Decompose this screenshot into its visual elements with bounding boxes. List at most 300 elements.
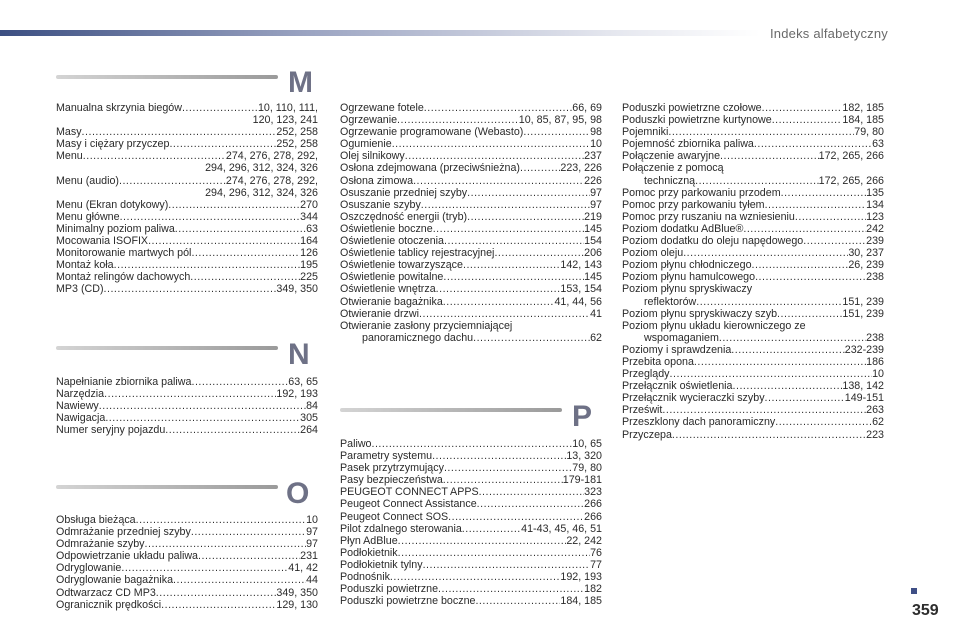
index-entry: [340, 308, 602, 320]
entry-term: Otwieranie bagażnika: [340, 295, 443, 308]
entry-term: Poziomy i sprawdzenia: [622, 343, 732, 356]
index-entry: [340, 583, 602, 595]
entry-pages: 123: [866, 210, 884, 223]
entry-term: Odtwarzacz CD MP3: [56, 586, 156, 599]
leader-dots: [83, 150, 226, 162]
entry-term: Połączenie z pomocą: [622, 162, 724, 175]
index-entry: [340, 150, 602, 162]
leader-dots: [105, 412, 300, 424]
index-entry: [340, 462, 602, 474]
index-list-o-continued: [340, 102, 602, 344]
entry-pages: 223: [866, 428, 884, 441]
index-entry: [56, 271, 318, 283]
leader-dots: [99, 400, 306, 412]
entry-pages: 134: [866, 198, 884, 211]
entry-pages: 225: [300, 271, 318, 284]
leader-dots: [182, 102, 258, 114]
leader-dots: [777, 308, 842, 320]
leader-dots: [694, 356, 866, 368]
leader-dots: [743, 223, 866, 235]
entry-term: Przełącznik oświetlenia: [622, 380, 733, 393]
leader-dots: [473, 332, 590, 344]
entry-term: Odpowietrzanie układu paliwa: [56, 550, 198, 563]
leader-dots: [670, 368, 873, 380]
entry-pages: 145: [584, 271, 602, 284]
entry-pages: 97: [590, 198, 602, 211]
leader-dots: [397, 114, 519, 126]
index-entry: [340, 247, 602, 259]
section-divider-p: [340, 408, 562, 412]
leader-dots: [405, 150, 584, 162]
index-entry: [56, 376, 318, 388]
entry-pages: 153, 154: [560, 283, 602, 296]
entry-term: Przeszklony dach panoramiczny: [622, 416, 776, 429]
entry-term: Obsługa bieżąca: [56, 514, 136, 526]
entry-term: Menu (Ekran dotykowy): [56, 198, 169, 211]
entry-term: Paliwo: [340, 438, 372, 450]
entry-term: Podłokietnik tylny: [340, 558, 423, 571]
leader-dots: [444, 235, 584, 247]
index-entry: [622, 247, 884, 259]
entry-term: Manualna skrzynia biegów: [56, 102, 182, 114]
leader-dots: [443, 296, 555, 308]
leader-dots: [191, 247, 300, 259]
entry-pages: 266: [584, 498, 602, 511]
leader-dots: [432, 450, 566, 462]
index-entry: [56, 259, 318, 271]
index-list-m: [56, 102, 318, 296]
index-entry: [622, 102, 884, 114]
leader-dots: [423, 559, 591, 571]
index-entry: [56, 424, 318, 436]
leader-dots: [781, 187, 867, 199]
index-entry: [340, 271, 602, 283]
leader-dots: [436, 283, 561, 295]
entry-pages: 97: [306, 526, 318, 539]
index-entry: [56, 574, 318, 586]
entry-pages: 10: [872, 368, 884, 381]
entry-term: Podnośnik: [340, 571, 390, 584]
entry-term: Oświetlenie wnętrza: [340, 283, 436, 296]
index-entry: [56, 138, 318, 150]
entry-pages: 231: [300, 550, 318, 563]
entry-pages: 238: [866, 331, 884, 344]
leader-dots: [695, 175, 819, 187]
entry-pages: 252, 258: [276, 138, 318, 151]
leader-dots: [662, 404, 866, 416]
entry-pages: 182: [584, 583, 602, 596]
entry-pages: 179-181: [562, 474, 602, 487]
entry-term: Masy: [56, 126, 82, 139]
index-entry: [340, 332, 602, 344]
entry-term: Oświetlenie powitalne: [340, 271, 444, 284]
entry-term: Przyczepa: [622, 428, 672, 441]
leader-dots: [114, 259, 301, 271]
entry-term: Pasek przytrzymujący: [340, 462, 444, 475]
leader-dots: [803, 235, 866, 247]
entry-term: Oświetlenie tablicy rejestracyjnej: [340, 247, 495, 260]
leader-dots: [390, 571, 560, 583]
entry-pages: 62: [590, 331, 602, 344]
leader-dots: [795, 211, 866, 223]
leader-dots: [752, 259, 849, 271]
entry-pages: 242: [866, 222, 884, 235]
index-list-p: [340, 438, 602, 607]
entry-pages-continued: 294, 296, 312, 324, 326: [205, 162, 318, 175]
index-entry: [340, 211, 602, 223]
index-entry: [622, 199, 884, 211]
section-letter-p: P: [572, 400, 593, 433]
entry-pages: 274, 276, 278, 292,: [225, 174, 318, 187]
entry-term: Montaż koła: [56, 259, 114, 272]
index-entry: [56, 247, 318, 259]
index-entry: [340, 187, 602, 199]
entry-pages: 30, 237: [848, 247, 884, 260]
entry-term: Poziom płynu hamulcowego: [622, 271, 756, 284]
entry-term: Pomoc przy parkowaniu tyłem: [622, 198, 765, 211]
leader-dots: [168, 199, 300, 211]
index-entry: [340, 474, 602, 486]
entry-pages: 63: [306, 222, 318, 235]
index-entry: [340, 283, 602, 295]
entry-pages: 344: [300, 210, 318, 223]
index-entry: [340, 511, 602, 523]
leader-dots: [775, 416, 872, 428]
leader-dots: [136, 514, 306, 526]
index-entry: [622, 235, 884, 247]
leader-dots: [161, 599, 276, 611]
entry-pages: 135: [866, 186, 884, 199]
leader-dots: [198, 550, 300, 562]
index-entry: [622, 211, 884, 223]
entry-pages: 206: [584, 247, 602, 260]
leader-dots: [82, 126, 277, 138]
entry-pages: 323: [584, 486, 602, 499]
entry-term: Narzędzia: [56, 388, 105, 401]
leader-dots: [121, 562, 288, 574]
entry-term: Menu główne: [56, 210, 120, 223]
entry-pages: 44: [306, 574, 318, 587]
leader-dots: [765, 199, 867, 211]
index-entry: [56, 538, 318, 550]
leader-dots: [683, 247, 848, 259]
leader-dots: [165, 424, 300, 436]
entry-term: Monitorowanie martwych pól: [56, 247, 192, 260]
entry-pages: 79, 80: [572, 462, 602, 475]
entry-term: Poziom płynu układu kierowniczego ze: [622, 319, 806, 332]
leader-dots: [720, 150, 819, 162]
entry-pages: 182, 185: [842, 102, 884, 114]
entry-pages: 84: [306, 400, 318, 413]
entry-term: Płyn AdBlue: [340, 534, 398, 547]
entry-term: Napełnianie zbiornika paliwa: [56, 376, 192, 388]
entry-pages: 186: [866, 355, 884, 368]
entry-pages: 252, 258: [276, 126, 318, 139]
entry-term: Poziom płynu spryskiwaczy szyb: [622, 307, 778, 320]
entry-term: Pomoc przy parkowaniu przodem: [622, 186, 781, 199]
entry-pages: 151, 239: [842, 307, 884, 320]
entry-term: reflektorów: [644, 295, 697, 308]
index-entry: [340, 523, 602, 535]
leader-dots: [719, 332, 866, 344]
entry-term: Nawiewy: [56, 400, 99, 413]
entry-pages: 264: [300, 424, 318, 437]
index-entry: [622, 416, 884, 428]
entry-pages: 129, 130: [276, 598, 318, 611]
entry-term: Pojemność zbiornika paliwa: [622, 138, 754, 151]
index-entry: [340, 296, 602, 308]
leader-dots: [145, 538, 307, 550]
leader-dots: [467, 211, 584, 223]
entry-term: Otwieranie zasłony przyciemniającej: [340, 319, 513, 332]
entry-pages: 145: [584, 222, 602, 235]
entry-pages: 263: [866, 404, 884, 417]
entry-term: wspomaganiem: [644, 331, 719, 344]
leader-dots: [520, 162, 560, 174]
entry-term: Poziom oleju: [622, 247, 684, 260]
page-number: 359: [912, 602, 939, 619]
leader-dots: [173, 574, 306, 586]
leader-dots: [148, 235, 300, 247]
section-letter-o: O: [286, 477, 310, 510]
page-marker-square: [911, 588, 917, 594]
index-entry: [622, 223, 884, 235]
index-entry: [56, 199, 318, 211]
entry-term: Minimalny poziom paliwa: [56, 222, 175, 235]
leader-dots: [190, 271, 300, 283]
index-entry: [340, 235, 602, 247]
leader-dots: [467, 187, 590, 199]
leader-dots: [424, 102, 573, 114]
entry-pages: 77: [590, 558, 602, 571]
entry-term: Menu: [56, 150, 83, 163]
entry-pages: 149-151: [844, 392, 884, 405]
index-entry: [622, 429, 884, 441]
leader-dots: [475, 595, 560, 607]
entry-pages: 126: [300, 247, 318, 260]
entry-term: Peugeot Connect Assistance: [340, 498, 477, 511]
index-entry: [340, 162, 602, 174]
leader-dots: [398, 547, 590, 559]
entry-pages: 41-43, 45, 46, 51: [521, 522, 602, 535]
leader-dots: [494, 247, 584, 259]
entry-pages: 266: [584, 510, 602, 523]
entry-pages: 13, 320: [566, 450, 602, 463]
index-entry: [56, 400, 318, 412]
index-entry: [56, 587, 318, 599]
index-entry: [622, 126, 884, 138]
index-entry: [622, 332, 884, 344]
leader-dots: [421, 199, 590, 211]
entry-term: Poziom płynu chłodniczego: [622, 259, 752, 272]
leader-dots: [438, 583, 584, 595]
entry-term: Osuszanie szyby: [340, 198, 421, 211]
index-entry: [56, 283, 318, 295]
entry-pages: 41, 44, 56: [554, 295, 602, 308]
index-entry: [56, 223, 318, 235]
entry-pages: 98: [590, 126, 602, 139]
entry-term: Osłona zdejmowana (przeciwśnieżna): [340, 162, 520, 175]
entry-pages: 10: [306, 514, 318, 526]
entry-term: Oświetlenie otoczenia: [340, 235, 444, 248]
page-header-title: Indeks alfabetyczny: [770, 26, 888, 41]
leader-dots: [398, 535, 567, 547]
leader-dots: [169, 138, 276, 150]
section-divider-m: [56, 75, 278, 79]
entry-pages: 41, 42: [288, 562, 318, 575]
index-entry: [622, 187, 884, 199]
index-entry: [622, 368, 884, 380]
entry-term: Poduszki powietrzne boczne: [340, 595, 476, 608]
entry-term: Ogumienie: [340, 138, 392, 151]
leader-dots: [731, 344, 844, 356]
entry-pages: 142, 143: [560, 259, 602, 272]
index-entry: [340, 450, 602, 462]
entry-term: MP3 (CD): [56, 283, 104, 296]
entry-pages: 63, 65: [288, 376, 318, 388]
entry-term: Przełącznik wycieraczki szyby: [622, 392, 765, 405]
index-entry: [340, 223, 602, 235]
entry-pages: 10, 85, 87, 95, 98: [518, 114, 602, 127]
entry-term: Menu (audio): [56, 174, 119, 187]
entry-term: Poziom dodatku do oleju napędowego: [622, 235, 804, 248]
entry-term: Numer seryjny pojazdu: [56, 424, 166, 437]
leader-dots: [755, 271, 866, 283]
entry-term: Odryglowanie: [56, 562, 122, 575]
entry-pages: 349, 350: [276, 586, 318, 599]
entry-term: Poziom płynu spryskiwaczy: [622, 283, 753, 296]
leader-dots: [191, 376, 288, 388]
index-entry: [340, 559, 602, 571]
index-entry: [622, 138, 884, 150]
index-entry: [340, 438, 602, 450]
index-entry: [56, 150, 318, 162]
index-entry: [56, 175, 318, 187]
entry-pages: 22, 242: [566, 534, 602, 547]
entry-pages: 349, 350: [276, 283, 318, 296]
leader-dots: [672, 429, 866, 441]
entry-term: Pomoc przy ruszaniu na wzniesieniu: [622, 210, 795, 223]
entry-term: panoramicznego dachu: [362, 331, 474, 344]
entry-term: Masy i ciężary przyczep: [56, 138, 170, 151]
entry-pages-continued: 120, 123, 241: [252, 114, 318, 127]
entry-pages: 66, 69: [572, 102, 602, 114]
index-entry: [56, 599, 318, 611]
entry-pages: 237: [584, 150, 602, 163]
leader-dots: [104, 283, 277, 295]
leader-dots: [419, 308, 590, 320]
entry-term: Peugeot Connect SOS: [340, 510, 449, 523]
leader-dots: [443, 474, 563, 486]
entry-pages: 274, 276, 278, 292,: [225, 150, 318, 163]
index-entry: [56, 562, 318, 574]
entry-term: Poziom dodatku AdBlue®: [622, 222, 744, 235]
entry-pages: 97: [590, 186, 602, 199]
leader-dots: [477, 498, 585, 510]
index-entry: [340, 138, 602, 150]
entry-term: Odryglowanie bagażnika: [56, 574, 174, 587]
index-entry: [622, 380, 884, 392]
index-entry: [56, 211, 318, 223]
entry-term: Poduszki powietrzne: [340, 583, 439, 596]
leader-dots: [433, 223, 584, 235]
index-entry: [340, 486, 602, 498]
leader-dots: [754, 138, 872, 150]
index-entry: [340, 259, 602, 271]
leader-dots: [462, 523, 521, 535]
index-entry: [56, 526, 318, 538]
entry-pages: 138, 142: [842, 380, 884, 393]
entry-term: Parametry systemu: [340, 450, 433, 463]
leader-dots: [119, 175, 226, 187]
entry-pages: 184, 185: [560, 595, 602, 608]
index-entry: [56, 412, 318, 424]
leader-dots: [772, 114, 843, 126]
entry-pages: 76: [590, 546, 602, 559]
entry-term: Odmrażanie szyby: [56, 538, 145, 551]
index-entry: [340, 175, 602, 187]
entry-term: Poduszki powietrzne czołowe: [622, 102, 762, 114]
leader-dots: [444, 462, 572, 474]
entry-pages: 172, 265, 266: [818, 174, 884, 187]
index-entry: [340, 320, 602, 332]
index-entry: [340, 498, 602, 510]
entry-term: Otwieranie drzwi: [340, 307, 419, 320]
index-entry: [622, 296, 884, 308]
index-entry: [622, 283, 884, 295]
leader-dots: [668, 126, 854, 138]
entry-pages: 79, 80: [854, 126, 884, 139]
index-entry: [340, 535, 602, 547]
leader-dots: [733, 380, 843, 392]
entry-pages: 10, 110, 111,: [257, 102, 318, 114]
leader-dots: [104, 388, 276, 400]
entry-term: Ogranicznik prędkości: [56, 598, 162, 611]
leader-dots: [120, 211, 301, 223]
entry-term: Olej silnikowy: [340, 150, 405, 163]
entry-pages: 10: [590, 138, 602, 151]
index-entry: [56, 388, 318, 400]
entry-pages: 41: [590, 307, 602, 320]
index-entry: [622, 344, 884, 356]
entry-term: Prześwit: [622, 404, 663, 417]
leader-dots: [156, 587, 277, 599]
leader-dots: [696, 296, 842, 308]
index-entry: [340, 571, 602, 583]
leader-dots: [392, 138, 590, 150]
entry-pages: 238: [866, 271, 884, 284]
section-letter-n: N: [288, 338, 310, 371]
header-stripe: [0, 30, 760, 36]
entry-pages: 270: [300, 198, 318, 211]
index-entry: [622, 150, 884, 162]
entry-term: Przebita opona: [622, 355, 694, 368]
leader-dots: [448, 511, 584, 523]
leader-dots: [463, 259, 560, 271]
entry-term: Nawigacja: [56, 412, 106, 425]
index-entry: [622, 404, 884, 416]
index-entry: [622, 320, 884, 332]
index-entry: [340, 595, 602, 607]
section-divider-n: [56, 346, 278, 350]
entry-pages: 219: [584, 210, 602, 223]
entry-pages: 164: [300, 235, 318, 248]
entry-term: Osłona zimowa: [340, 174, 414, 187]
index-list-n: [56, 376, 318, 436]
index-list-p-continued: [622, 102, 884, 441]
index-entry: [56, 514, 318, 526]
index-entry: [340, 126, 602, 138]
